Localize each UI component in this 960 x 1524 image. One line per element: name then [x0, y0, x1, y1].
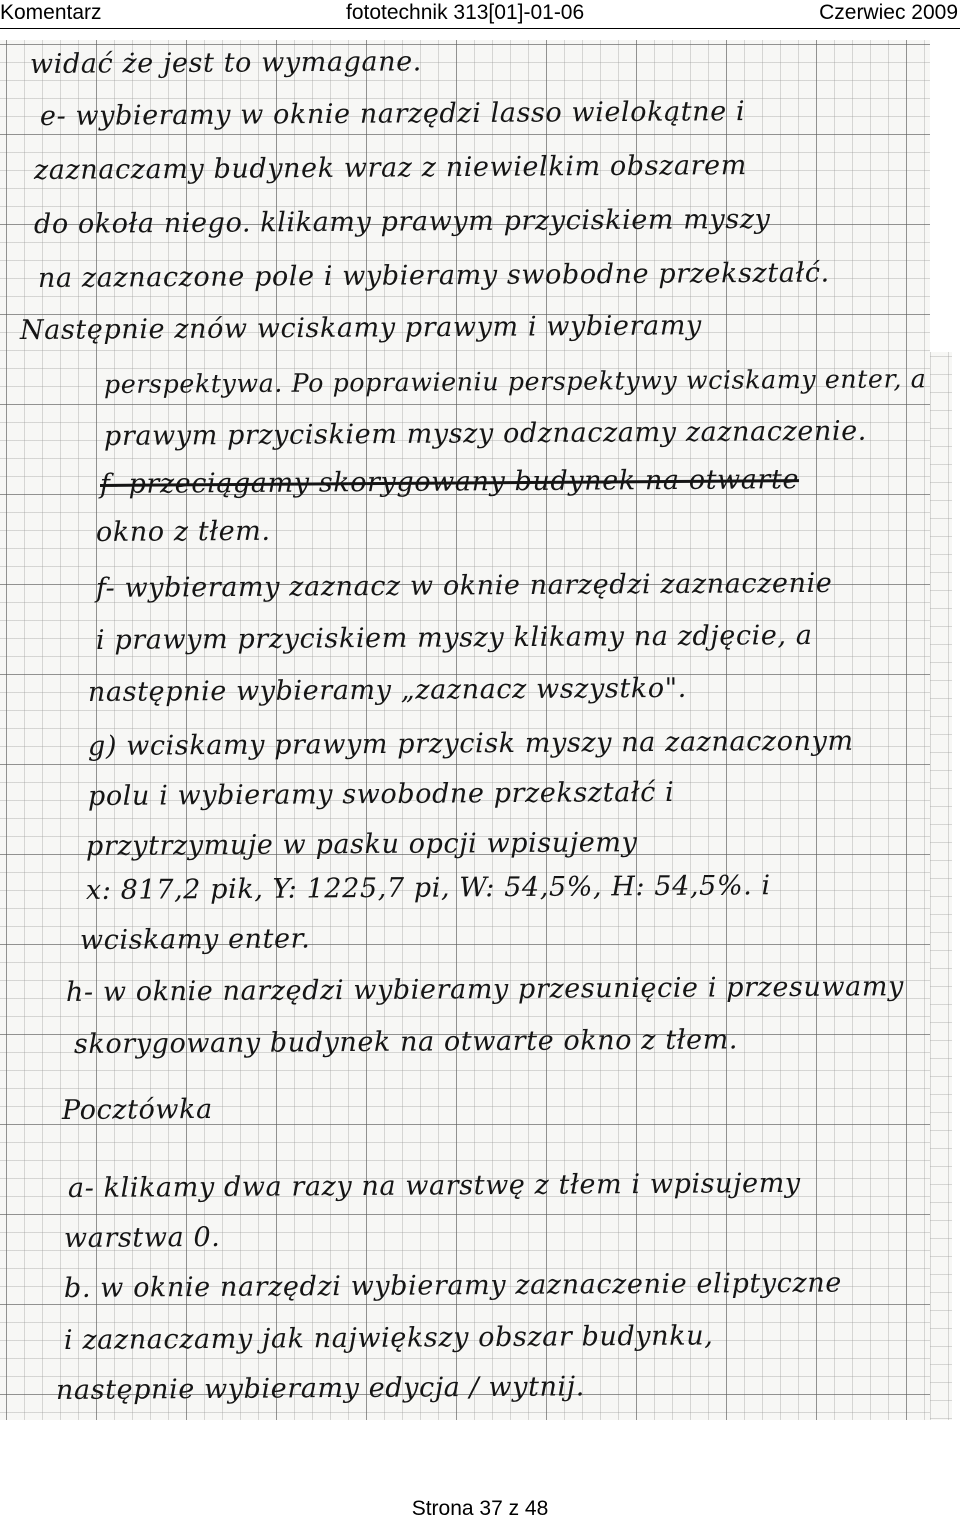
- scan-edge: [930, 352, 952, 1420]
- handwritten-line: przytrzymuje w pasku opcji wpisujemy: [85, 827, 638, 862]
- handwritten-line: i prawym przyciskiem myszy klikamy na zdjęcie, a: [95, 619, 813, 656]
- handwritten-line: widać że jest to wymagane.: [29, 46, 423, 80]
- handwritten-line: perspektywa. Po poprawieniu perspektywy wciskamy enter, a: [103, 364, 927, 399]
- handwritten-line: b. w oknie narzędzi wybieramy zaznaczenie eliptyczne: [63, 1267, 842, 1304]
- handwritten-line: wciskamy enter.: [79, 923, 311, 956]
- scanned-handwritten-page: [0, 40, 930, 1420]
- handwritten-line: g) wciskamy prawym przycisk myszy na zaznaczonym: [87, 725, 854, 762]
- page-footer: Strona 37 z 48: [411, 1497, 549, 1520]
- handwritten-line: zaznaczamy budynek wraz z niewielkim obszarem: [33, 150, 748, 186]
- handwritten-line: h- w oknie narzędzi wybieramy przesunięcie i przesuwamy: [65, 971, 904, 1008]
- handwritten-line: f- wybieramy zaznacz w oknie narzędzi zaznaczenie: [95, 567, 833, 604]
- handwritten-line: x: 817,2 pik, Y: 1225,7 pi, W: 54,5%, H: 54,5%. i: [85, 870, 771, 906]
- handwritten-line: a- klikamy dwa razy na warstwę z tłem i wpisujemy: [67, 1167, 801, 1204]
- handwritten-line: okno z tłem.: [95, 515, 271, 548]
- header-left-text: Komentarz: [0, 1, 102, 24]
- handwritten-line: następnie wybieramy „zaznacz wszystko".: [87, 672, 687, 708]
- page-header: [0, 0, 960, 29]
- handwritten-line: do okoła niego. klikamy prawym przyciskiem myszy: [33, 203, 771, 240]
- header-center-text: fototechnik 313[01]-01-06: [346, 1, 585, 24]
- handwritten-heading: Pocztówka: [61, 1093, 213, 1126]
- handwritten-line: Następnie znów wciskamy prawym i wybieramy: [19, 310, 702, 346]
- handwritten-line: prawym przyciskiem myszy odznaczamy zaznaczenie.: [103, 415, 868, 452]
- handwritten-line: i zaznaczamy jak największy obszar budynku,: [63, 1320, 714, 1356]
- handwritten-line-struck: f- przeciągamy skorygowany budynek na otwarte: [99, 464, 800, 500]
- handwritten-line: na zaznaczone pole i wybieramy swobodne przekształć.: [37, 257, 830, 294]
- handwritten-line: polu i wybieramy swobodne przekształć i: [87, 776, 675, 812]
- handwritten-line: skorygowany budynek na otwarte okno z tłem.: [73, 1024, 739, 1060]
- handwritten-line: następnie wybieramy edycja / wytnij.: [55, 1371, 585, 1406]
- handwritten-line: e- wybieramy w oknie narzędzi lasso wielokątne i: [39, 96, 746, 132]
- header-right-text: Czerwiec 2009: [819, 1, 958, 24]
- handwritten-line: warstwa 0.: [63, 1221, 221, 1254]
